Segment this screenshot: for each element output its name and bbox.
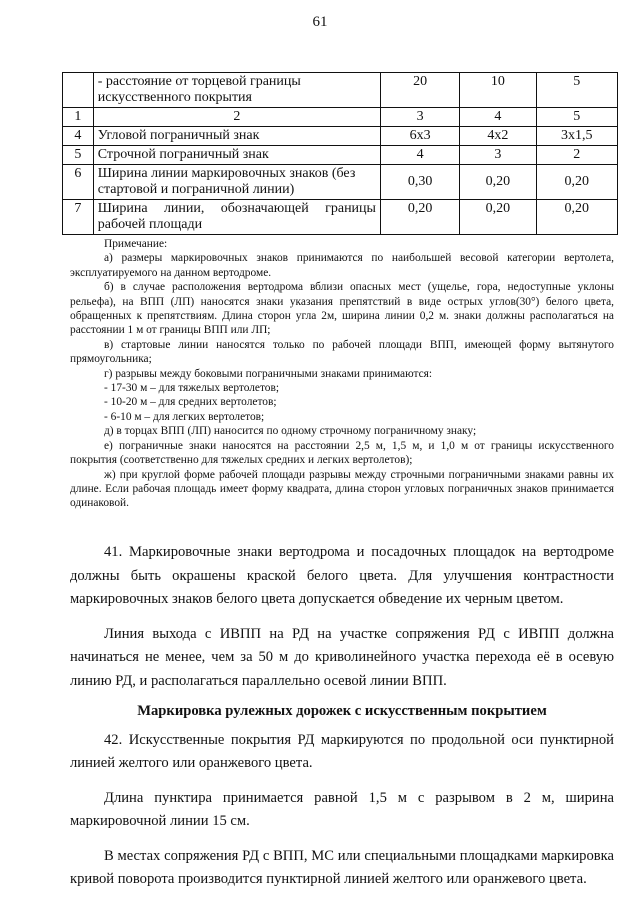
table-cell: 5: [536, 73, 617, 108]
table-row: [63, 73, 618, 108]
table-row: [63, 146, 618, 165]
table-cell: 0,20: [536, 165, 617, 200]
table-cell: 0,20: [460, 165, 536, 200]
table-cell: 0,30: [380, 165, 459, 200]
table-header-row: [63, 108, 618, 127]
note-g-item: - 17-30 м – для тяжелых вертолетов;: [104, 382, 280, 395]
table-cell: Строчной пограничный знак: [93, 146, 380, 165]
table-cell-line: рабочей площади: [97, 217, 203, 232]
note-d: д) в торцах ВПП (ЛП) наносится по одному строчному пограничному знаку;: [104, 425, 477, 438]
table-cell: 0,20: [536, 200, 617, 235]
paragraph-exit-line: Линия выхода с ИВПП на РД на участке сопряжения РД с ИВПП должна начинаться не менее, чем за 50 м до криволинейного участка перехода её в осевую линию РД, и располагаться параллельно осевой линии ВПП.: [70, 625, 614, 689]
table-cell: [93, 200, 380, 235]
page-number: 61: [312, 14, 328, 30]
table-cell: 6: [63, 165, 94, 200]
table-cell: 5: [536, 108, 617, 127]
table-cell: 4: [380, 146, 459, 165]
table-cell: 4: [63, 127, 94, 146]
table-cell: 3: [460, 146, 536, 165]
table-cell: 4: [460, 108, 536, 127]
note-g-item: - 6-10 м – для легких вертолетов;: [104, 410, 265, 423]
table-notes: [70, 237, 614, 511]
body-text: [70, 541, 614, 892]
table-cell: 10: [460, 73, 536, 108]
table-cell-line: Ширина линии, обозначающей границы: [97, 201, 376, 216]
table-cell: 4x2: [460, 127, 536, 146]
table-cell: 20: [380, 73, 459, 108]
note-a: а) размеры маркировочных знаков принимаются по наибольшей весовой категории вертолета, эксплуатируемого на данном вертодроме.: [70, 252, 614, 279]
table-cell: 5: [63, 146, 94, 165]
table-cell: 3x1,5: [536, 127, 617, 146]
paragraph-dash-length: Длина пунктира принимается равной 1,5 м с разрывом в 2 м, ширина маркировочной линии 15 см.: [70, 789, 614, 829]
table-cell: - расстояние от торцевой границы искусственного покрытия: [93, 73, 380, 108]
note-g: г) разрывы между боковыми пограничными знаками принимаются:: [104, 367, 433, 380]
note-b: б) в случае расположения вертодрома вблизи опасных мест (ущелье, гора, недоступные уклоны рельефа), на ВПП (ЛП) наносятся знаки указания препятствий в виде острых углов(30°) белого цвета, обращенных к препятствиям. Длина сторон угла 2м, ширина линии 0,2 м. знаки должны располагаться на расстоянии 1 м от границы ВПП или ЛП;: [70, 281, 614, 337]
table-cell: 1: [63, 108, 94, 127]
note-v: в) стартовые линии наносятся только по рабочей площади ВПП, имеющей форму вытянутого прямоугольника;: [70, 338, 614, 366]
note-zh: ж) при круглой форме рабочей площади разрывы между строчными пограничными знаками равны их длине. Если рабочая площадь имеет форму квадрата, длина сторон угловых пограничных знаков принимается одинаковой.: [70, 468, 614, 510]
table-cell: Угловой пограничный знак: [93, 127, 380, 146]
table-row: [63, 127, 618, 146]
table-cell: 3: [380, 108, 459, 127]
note-e: е) пограничные знаки наносятся на расстоянии 2,5 м, 1,5 м, и 1,0 м от границы искусственного покрытия (соответственно для тяжелых средних и легких вертолетов);: [70, 439, 614, 467]
table-cell: 2: [93, 108, 380, 127]
paragraph-41: 41. Маркировочные знаки вертодрома и посадочных площадок на вертодроме должны быть окрашены краской белого цвета. Для улучшения контрастности маркировочных знаков белого цвета допускается обведение их черным цветом.: [70, 544, 614, 607]
marking-dimensions-table: [62, 72, 618, 235]
table-cell: [63, 73, 94, 108]
section-heading: Маркировка рулежных дорожек с искусственным покрытием: [137, 703, 547, 719]
table-row: [63, 200, 618, 235]
table-cell: 6x3: [380, 127, 459, 146]
notes-heading: Примечание:: [104, 238, 168, 250]
table-cell: 0,20: [460, 200, 536, 235]
table-cell: 7: [63, 200, 94, 235]
paragraph-42: 42. Искусственные покрытия РД маркируются по продольной оси пунктирной линией желтого или оранжевого цвета.: [70, 731, 614, 771]
paragraph-curve: В местах сопряжения РД с ВПП, МС или специальными площадками маркировка кривой поворота производится пунктирной линией желтого или оранжевого цвета.: [70, 847, 614, 887]
table-cell: 2: [536, 146, 617, 165]
note-g-item: - 10-20 м – для средних вертолетов;: [104, 396, 277, 409]
table-cell: 0,20: [380, 200, 459, 235]
table-row: [63, 165, 618, 200]
table-cell: Ширина линии маркировочных знаков (без стартовой и пограничной линии): [93, 165, 380, 200]
